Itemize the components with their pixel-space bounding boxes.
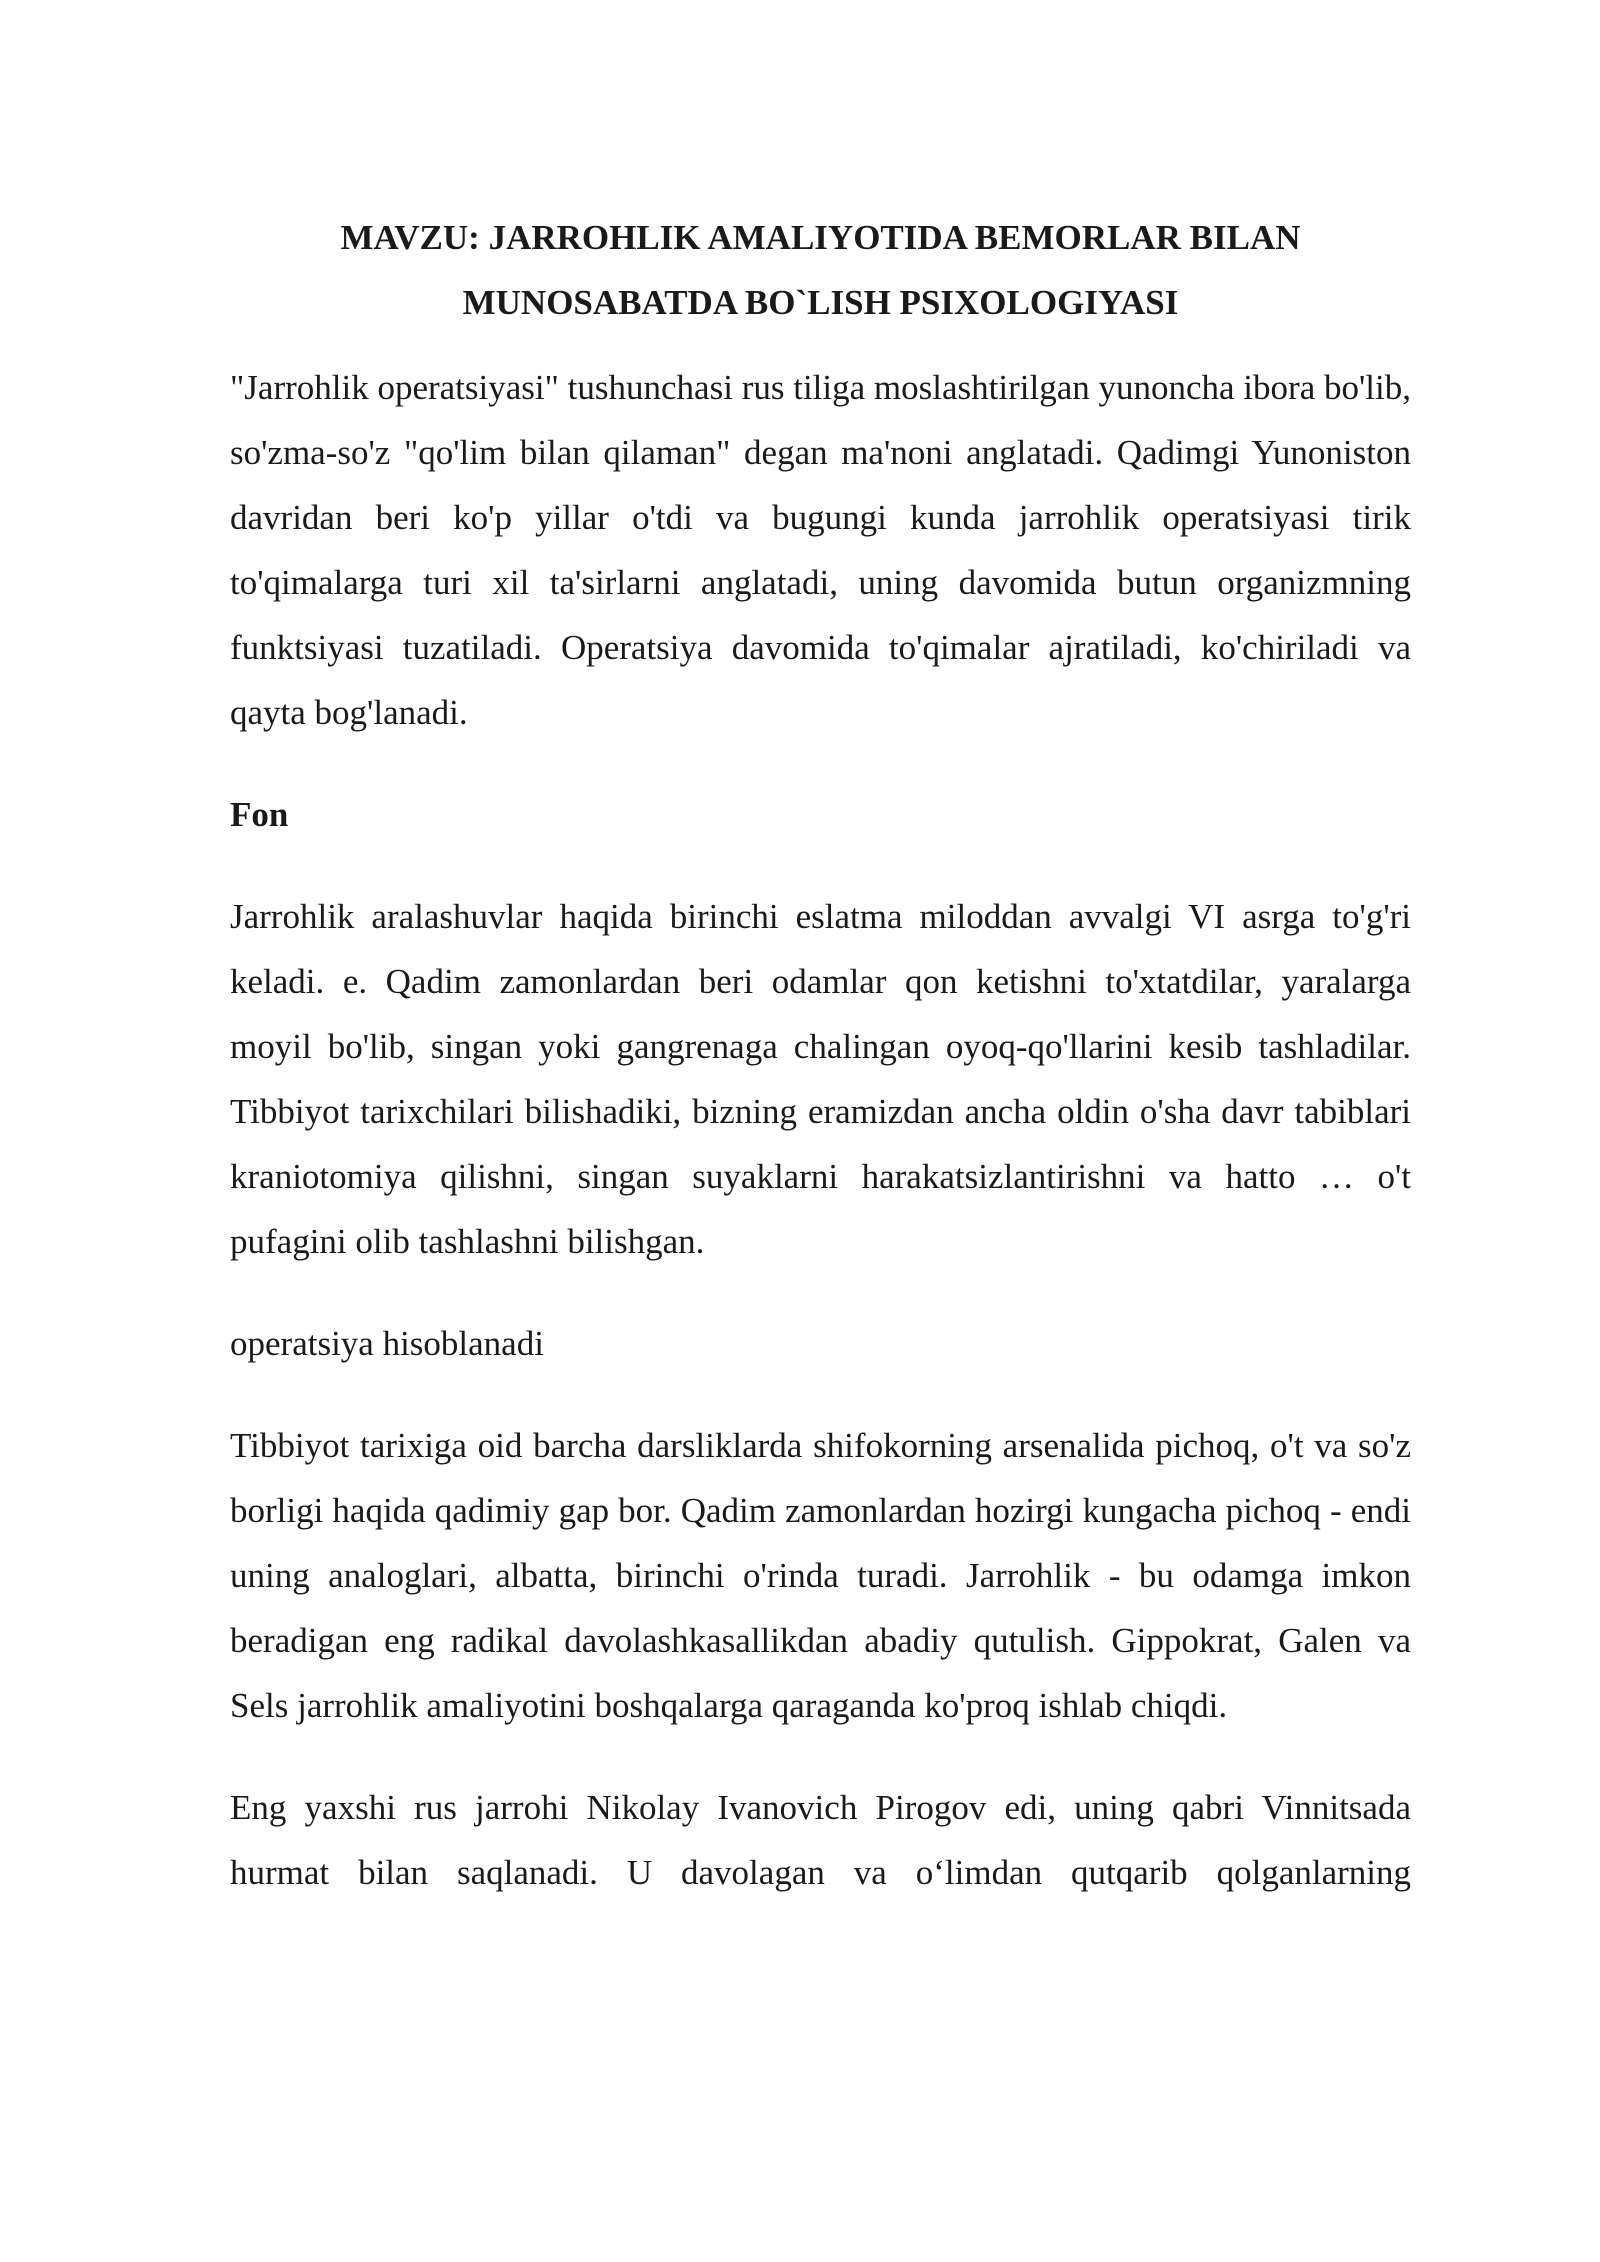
document-body (230, 205, 1411, 1942)
section-heading-fon: Fon (230, 795, 289, 834)
paragraph-textbooks: Tibbiyot tarixiga oid barcha darsliklarda shifokorning arsenalida pichoq, o't va so'z borligi haqida qadimiy gap bor. Qadim zamonlardan hozirgi kungacha pichoq - endi uning analoglari, albatta, birinchi o'rinda turadi. Jarrohlik - bu odamga imkon beradigan eng radikal davolashkasallikdan abadiy qutulish. Gippokrat, Galen va Sels jarrohlik amaliyotini boshqalarga qaraganda ko'proq ishlab chiqdi. (230, 1426, 1411, 1725)
paragraph-intro: "Jarrohlik operatsiyasi" tushunchasi rus tiliga moslashtirilgan yunoncha ibora bo'lib, so'zma-so'z "qo'lim bilan qilaman" degan ma'noni anglatadi. Qadimgi Yunoniston davridan beri ko'p yillar o'tdi va bugungi kunda jarrohlik operatsiyasi tirik to'qimalarga turi xil ta'sirlarni anglatadi, uning davomida butun organizmning funktsiyasi tuzatiladi. Operatsiya davomida to'qimalar ajratiladi, ko'chiriladi va qayta bog'lanadi. (230, 368, 1411, 732)
title-line-2: MUNOSABATDA BO`LISH PSIXOLOGIYASI (462, 283, 1179, 322)
paragraph-history: Jarrohlik aralashuvlar haqida birinchi eslatma miloddan avvalgi VI asrga to'g'ri keladi. e. Qadim zamonlardan beri odamlar qon ketishni to'xtatdilar, yaralarga moyil bo'lib, singan yoki gangrenaga chalingan oyoq-qo'llarini kesib tashladilar. Tibbiyot tarixchilari bilishadiki, bizning eramizdan ancha oldin o'sha davr tabiblari kraniotomiya qilishni, singan suyaklarni harakatsizlantirishni va hatto … o't pufagini olib tashlashni bilishgan. (230, 897, 1411, 1261)
title-line-1: MAVZU: JARROHLIK AMALIYOTIDA BEMORLAR BILAN (340, 218, 1301, 257)
document-title (230, 205, 1411, 335)
paragraph-pirogov: Eng yaxshi rus jarrohi Nikolay Ivanovich Pirogov edi, uning qabri Vinnitsada hurmat bilan saqlanadi. U davolagan va o‘limdan qutqarib qolganlarning (230, 1788, 1411, 1892)
paragraph-short: operatsiya hisoblanadi (230, 1324, 544, 1363)
